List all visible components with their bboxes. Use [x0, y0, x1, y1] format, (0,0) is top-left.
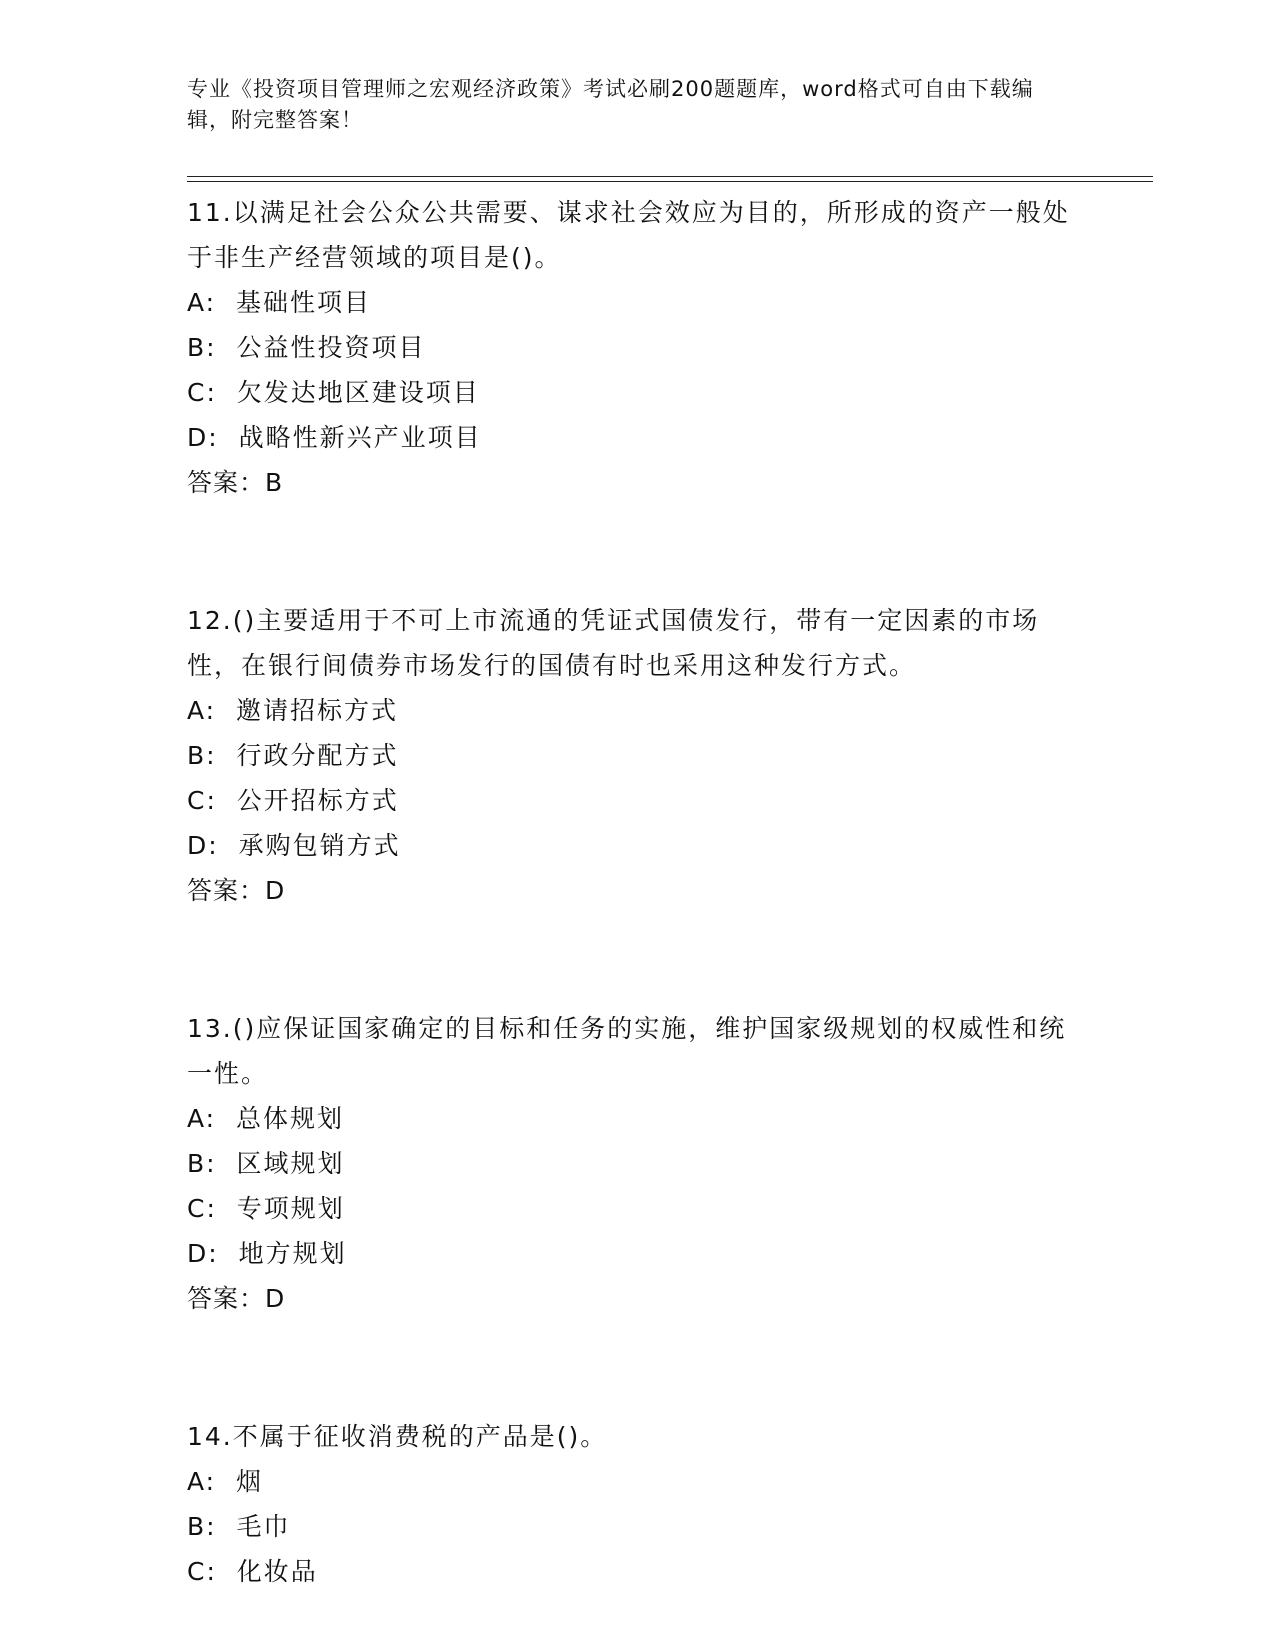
option-a: A: 烟	[187, 1467, 263, 1496]
question-11	[187, 190, 1077, 505]
question-list	[187, 190, 1077, 1594]
option-b: B: 区域规划	[187, 1149, 345, 1178]
question-text: 11.以满足社会公众公共需要、谋求社会效应为目的，所形成的资产一般处于非生产经营领域的项目是()。	[187, 198, 1070, 272]
header-divider-top	[187, 176, 1153, 177]
answer: 答案：B	[187, 468, 284, 497]
option-a: A: 基础性项目	[187, 288, 371, 317]
header-divider-bottom	[187, 181, 1153, 182]
document-header: 专业《投资项目管理师之宏观经济政策》考试必刷200题题库，word格式可自由下载编辑，附完整答案！	[187, 77, 1034, 132]
question-12	[187, 598, 1077, 913]
answer: 答案：D	[187, 876, 286, 905]
option-d: D: 战略性新兴产业项目	[187, 423, 482, 452]
option-b: B: 毛巾	[187, 1512, 291, 1541]
option-c: C: 公开招标方式	[187, 786, 399, 815]
question-text: 14.不属于征收消费税的产品是()。	[187, 1422, 608, 1451]
option-c: C: 专项规划	[187, 1194, 345, 1223]
option-b: B: 公益性投资项目	[187, 333, 426, 362]
option-c: C: 欠发达地区建设项目	[187, 378, 480, 407]
question-14	[187, 1414, 1077, 1594]
answer: 答案：D	[187, 1284, 286, 1313]
option-a: A: 邀请招标方式	[187, 696, 398, 725]
option-d: D: 地方规划	[187, 1239, 347, 1268]
option-d: D: 承购包销方式	[187, 831, 401, 860]
option-a: A: 总体规划	[187, 1104, 344, 1133]
question-text: 12.()主要适用于不可上市流通的凭证式国债发行，带有一定因素的市场性，在银行间债券市场发行的国债有时也采用这种发行方式。	[187, 606, 1040, 680]
option-c: C: 化妆品	[187, 1557, 318, 1586]
option-b: B: 行政分配方式	[187, 741, 399, 770]
question-text: 13.()应保证国家确定的目标和任务的实施，维护国家级规划的权威性和统一性。	[187, 1014, 1067, 1088]
question-13	[187, 1006, 1077, 1321]
